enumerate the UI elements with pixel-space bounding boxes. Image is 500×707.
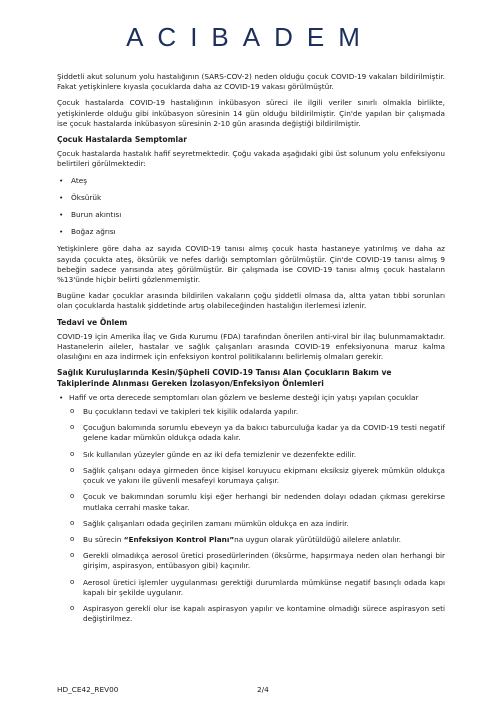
acibadem-logo: ACIBADEM xyxy=(126,22,374,52)
document-body xyxy=(57,72,445,630)
isolation-sublist xyxy=(69,407,445,624)
isolation-item xyxy=(69,535,445,545)
symptoms-heading: Çocuk Hastalarda Semptomlar xyxy=(57,135,188,145)
page-number: 2/4 xyxy=(257,685,269,694)
document-code: HD_CE42_REV00 xyxy=(57,685,119,694)
isolation-group-label: Hafif ve orta derecede semptomları olan gözlem ve besleme desteği için yatışı yapılan çocuklar xyxy=(69,392,419,402)
intro-paragraph-1: Şiddetli akut solunum yolu hastalığının (SARS-COV-2) neden olduğu çocuk COVID-19 vakaları bildirilmiştir. Fakat yetişkinlere kıyasla çocuklarda daha az COVID-19 vakası görülmüştür. xyxy=(57,72,445,92)
symptoms-paragraph-1: Yetişkinlere göre daha az sayıda COVID-19 tanısı almış çocuk hasta hastaneye yatırılmış ve daha az sayıda çocukta ateş, öksürük ve nefes darlığı semptomları görülmüştür. Çin'de COVID-19 tanısı almış 9 bebeğin sadece yarısında ateş görülmüştür. Bir çalışmada ise COVID-19 tanısı almış çocuk hastaların %13'ünde hiçbir belirti gözlenmemiştir. xyxy=(57,244,445,285)
symptom-item: • Burun akıntısı xyxy=(57,210,445,220)
intro-paragraph-2: Çocuk hastalarda COVID-19 hastalığının inkübasyon süreci ile ilgili veriler sınırlı olmakla birlikte, yetişkinlerde olduğu gibi inkübasyon süresinin 14 gün olduğu bildirilmiştir. Çin'de yapılan bir çalışmada ise çocuk hastalarda inkübasyon süresinin 2-10 gün arasında değiştiği bildirilmiştir. xyxy=(57,98,445,128)
symptoms-paragraph-2: Bugüne kadar çocuklar arasında bildirilen vakaların çoğu şiddetli olmasa da, altta yatan tıbbi sorunları olan çocuklarda hastalık şiddetinde artış olabileceğinden hastalığın ilerlemesi izlenir. xyxy=(57,291,445,311)
isolation-item: o Sağlık çalışanı odaya girmeden önce kişisel koruyucu ekipmanı eksiksiz giyerek mümkün oldukça çocuk ve yakını ile güvenli mesafeyi korumaya çalışır. xyxy=(69,466,445,486)
isolation-list xyxy=(57,393,445,624)
isolation-group xyxy=(57,393,445,624)
infection-control-plan-label: “Enfeksiyon Kontrol Planı” xyxy=(123,534,235,544)
symptoms-list xyxy=(57,176,445,238)
treatment-paragraph: COVID-19 için Amerika İlaç ve Gıda Kurumu (FDA) tarafından önerilen anti-viral bir ilaç bulunmamaktadır. Hastanelerin aileler, hastalar ve sağlık çalışanları arasında COVID-19 enfeksiyonuna maruz kalma olasılığını en aza indirmek için enfeksiyon kontrol politikalarını belirlemiş olmaları gerekir. xyxy=(57,331,445,362)
isolation-item: o Gerekli olmadıkça aerosol üretici prosedürlerinden (öksürme, hapşırmaya neden olan herhangi bir girişim, aspirasyon, entübasyon gibi) kaçınılır. xyxy=(69,551,445,571)
treatment-heading: Tedavi ve Önlem xyxy=(57,317,128,327)
isolation-item: o Sık kullanılan yüzeyler günde en az iki defa temizlenir ve dezenfekte edilir. xyxy=(69,450,445,460)
isolation-item: o Aspirasyon gerekli olur ise kapalı aspirasyon yapılır ve kontamine olmadığı sürece aspirasyon seti değiştirilmez. xyxy=(69,604,445,624)
symptoms-lead: Çocuk hastalarda hastalık hafif seyretmektedir. Çoğu vakada aşağıdaki gibi üst solunum yolu enfeksiyonu belirtileri görülmektedir: xyxy=(57,149,445,169)
isolation-item: o Aerosol üretici işlemler uygulanması gerektiği durumlarda mümkünse negatif basınçlı odada kapı kapalı bir şekilde uygulanır. xyxy=(69,578,445,598)
isolation-item-post: na uygun olarak yürütüldüğü ailelere anlatılır. xyxy=(234,534,401,544)
isolation-item: o Sağlık çalışanları odada geçirilen zamanı mümkün oldukça en aza indirir. xyxy=(69,519,445,529)
symptom-item: • Boğaz ağrısı xyxy=(57,227,445,237)
isolation-item: o Bu çocukların tedavi ve takipleri tek kişilik odalarda yapılır. xyxy=(69,407,445,417)
symptom-item: • Öksürük xyxy=(57,193,445,203)
symptom-item: • Ateş xyxy=(57,176,445,186)
isolation-heading: Sağlık Kuruluşlarında Kesin/Şüpheli COVID-19 Tanısı Alan Çocukların Bakım ve Takiplerinde Alınması Gereken İzolasyon/Enfeksiyon Önlemleri xyxy=(57,368,392,388)
isolation-item-pre: Bu sürecin xyxy=(83,534,124,544)
isolation-item: o Çocuğun bakımında sorumlu ebeveyn ya da bakıcı taburculuğa kadar ya da COVID-19 testi negatif gelene kadar mümkün oldukça odada kalır. xyxy=(69,423,445,443)
isolation-item: o Çocuk ve bakımından sorumlu kişi eğer herhangi bir nedenden dolayı odadan çıkması gerekirse mutlaka cerrahi maske takar. xyxy=(69,492,445,512)
